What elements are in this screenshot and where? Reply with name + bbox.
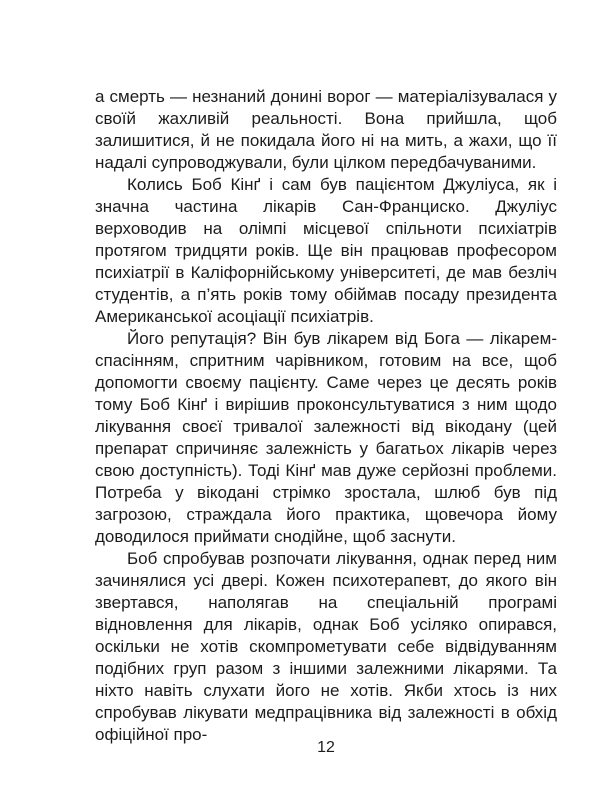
page-text: [95, 86, 557, 746]
page-number: 12: [317, 739, 335, 756]
paragraph: Боб спробував розпочати лікування, однак перед ним зачинялися усі двері. Кожен психотерапевт, до якого він звертався, наполягав на спеціальній програмі відновлення для лікарів, однак Боб усіляко опирався, оскільки не хотів скомпрометувати себе відвідуванням подібних груп разом з іншими залежними лікарями. Та ніхто навіть слухати його не хотів. Якби хтось із них спробував лікувати медпрацівника від залежності в обхід офіційної про-: [95, 549, 557, 744]
paragraph: Колись Боб Кінґ і сам був пацієнтом Джуліуса, як і значна частина лікарів Сан-Франциско. Джуліус верховодив на олімпі місцевої спільноти психіатрів протягом тридцяти років. Ще він працював професором психіатрії в Каліфорнійському університеті, де мав безліч студентів, а п’ять років тому обіймав посаду президента Американської асоціації психіатрів.: [95, 175, 557, 326]
paragraph-continuation: а смерть — незнаний донині ворог — матеріалізувалася у своїй жахливій реальності. Вона прийшла, щоб залишитися, й не покидала його ні на мить, а жахи, що її надалі супроводжували, були цілком передбачуваними.: [95, 87, 557, 172]
paragraph: Його репутація? Він був лікарем від Бога — лікарем-спасінням, спритним чарівником, готовим на все, щоб допомогти своєму пацієнту. Саме через це десять років тому Боб Кінґ і вирішив проконсультуватися з ним щодо лікування своєї тривалої залежності від вікодану (цей препарат спричиняє залежність у багатьох лікарів через свою доступність). Тоді Кінґ мав дуже серйозні проблеми. Потреба у вікодані стрімко зростала, шлюб був під загрозою, страждала його практика, щовечора йому доводилося приймати снодійне, щоб заснути.: [95, 329, 557, 546]
